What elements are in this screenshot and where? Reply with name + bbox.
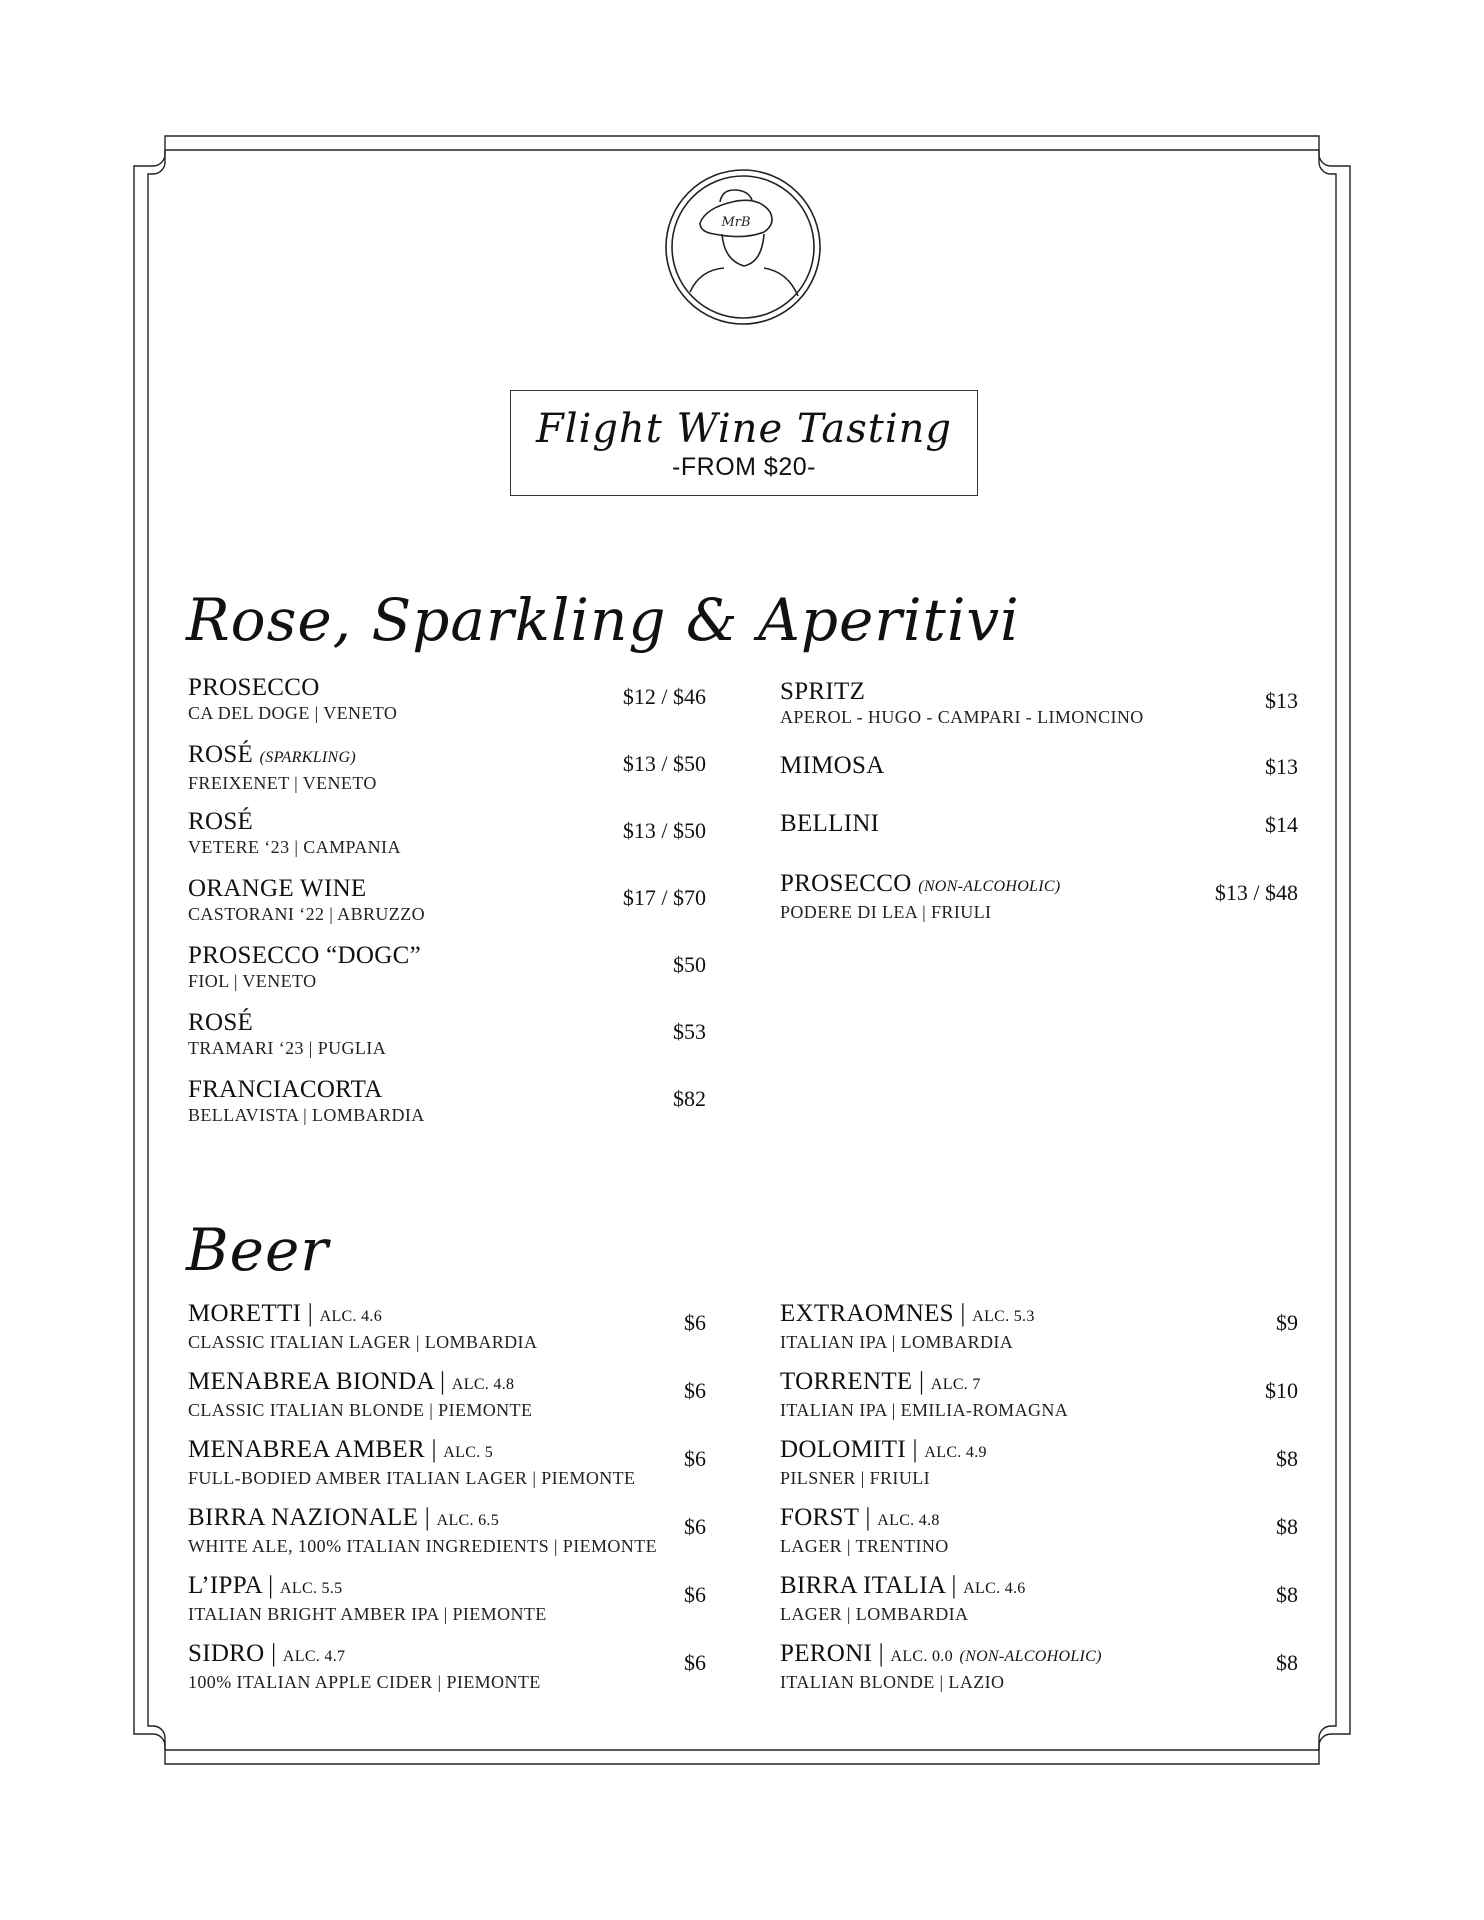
item-details: ITALIAN IPA | LOMBARDIA xyxy=(780,1332,1014,1352)
item-details: PILSNER | FRIULI xyxy=(780,1468,931,1488)
item-name: ROSÉ xyxy=(188,1009,254,1036)
flight-tasting-box xyxy=(510,390,978,496)
menu-item: SIDRO | ALC. 4.7 100% ITALIAN APPLE CIDER | PIEMONTE $6 xyxy=(188,1640,706,1692)
item-details: FIOL | VENETO xyxy=(188,971,317,991)
item-details: FULL-BODIED AMBER ITALIAN LAGER | PIEMONTE xyxy=(188,1468,636,1488)
menu-item: PERONI | ALC. 0.0 (NON-ALCOHOLIC) ITALIAN BLONDE | LAZIO $8 xyxy=(780,1640,1298,1692)
item-name: MORETTI xyxy=(188,1300,302,1327)
item-alcohol: ALC. 5 xyxy=(443,1444,494,1461)
item-name: BELLINI xyxy=(780,810,880,837)
item-name: BIRRA ITALIA xyxy=(780,1572,945,1599)
item-details: TRAMARI ‘23 | PUGLIA xyxy=(188,1038,387,1058)
item-price: $12 / $46 xyxy=(622,684,706,709)
item-price: $6 xyxy=(684,1514,706,1539)
menu-item xyxy=(188,1009,706,1076)
menu-item: BIRRA NAZIONALE | ALC. 6.5 WHITE ALE, 100% ITALIAN INGREDIENTS | PIEMONTE $6 xyxy=(188,1504,706,1556)
flight-tasting-price: -FROM $20- xyxy=(672,453,816,481)
item-name: MENABREA BIONDA xyxy=(188,1368,434,1395)
item-alcohol: ALC. 4.6 xyxy=(963,1580,1026,1597)
beer-section-title: Beer xyxy=(186,1216,329,1284)
item-price: $6 xyxy=(684,1582,706,1607)
item-details: 100% ITALIAN APPLE CIDER | PIEMONTE xyxy=(188,1672,541,1692)
item-details: ITALIAN BLONDE | LAZIO xyxy=(780,1672,1005,1692)
item-name: MIMOSA xyxy=(780,752,885,779)
item-details: CA DEL DOGE | VENETO xyxy=(188,703,398,723)
menu-item: L’IPPA | ALC. 5.5 ITALIAN BRIGHT AMBER IPA | PIEMONTE $6 xyxy=(188,1572,706,1624)
menu-item: MENABREA AMBER | ALC. 5 FULL-BODIED AMBER ITALIAN LAGER | PIEMONTE $6 xyxy=(188,1436,706,1488)
menu-item xyxy=(188,674,706,741)
item-name: ROSÉ xyxy=(188,808,254,835)
menu-item: MORETTI | ALC. 4.6 CLASSIC ITALIAN LAGER | LOMBARDIA $6 xyxy=(188,1300,706,1352)
beer-list-right xyxy=(780,1300,1298,1708)
item-name: ROSÉ xyxy=(188,741,254,768)
item-price: $8 xyxy=(1276,1582,1298,1607)
item-details: LAGER | TRENTINO xyxy=(780,1536,949,1556)
item-price: $13 xyxy=(1265,688,1298,713)
item-price: $9 xyxy=(1276,1310,1298,1335)
item-price: $13 / $48 xyxy=(1214,880,1298,905)
beer-list-left xyxy=(188,1300,706,1708)
menu-item xyxy=(188,875,706,942)
item-name: L’IPPA xyxy=(188,1572,262,1599)
item-price: $13 / $50 xyxy=(622,751,706,776)
item-name: PROSECCO “DOGC” xyxy=(188,942,421,969)
menu-item xyxy=(188,808,706,875)
item-price: $13 / $50 xyxy=(622,818,706,843)
logo-monogram: MrB xyxy=(721,215,751,230)
menu-item: BIRRA ITALIA | ALC. 4.6 LAGER | LOMBARDIA $8 xyxy=(780,1572,1298,1624)
item-price: $14 xyxy=(1265,812,1298,837)
item-name: PERONI xyxy=(780,1640,873,1667)
item-name: FRANCIACORTA xyxy=(188,1076,383,1103)
menu-item xyxy=(188,741,706,808)
item-details: BELLAVISTA | LOMBARDIA xyxy=(188,1105,425,1125)
item-name: MENABREA AMBER xyxy=(188,1436,425,1463)
item-alcohol: ALC. 4.8 xyxy=(877,1512,940,1529)
menu-item: FORST | ALC. 4.8 LAGER | TRENTINO $8 xyxy=(780,1504,1298,1556)
menu-item: DOLOMITI | ALC. 4.9 PILSNER | FRIULI $8 xyxy=(780,1436,1298,1488)
item-price: $6 xyxy=(684,1310,706,1335)
item-price: $53 xyxy=(673,1019,706,1044)
item-price: $50 xyxy=(673,952,706,977)
item-details: CLASSIC ITALIAN BLONDE | PIEMONTE xyxy=(188,1400,533,1420)
flight-tasting-title: Flight Wine Tasting xyxy=(535,406,953,452)
item-details: FREIXENET | VENETO xyxy=(188,773,377,793)
item-price: $6 xyxy=(684,1446,706,1471)
item-alcohol: ALC. 4.7 xyxy=(282,1648,346,1665)
menu-item: EXTRAOMNES | ALC. 5.3 ITALIAN IPA | LOMBARDIA $9 xyxy=(780,1300,1298,1352)
restaurant-logo xyxy=(664,168,822,326)
item-details: CLASSIC ITALIAN LAGER | LOMBARDIA xyxy=(188,1332,538,1352)
wine-list-left xyxy=(188,674,706,1143)
item-name: DOLOMITI xyxy=(780,1436,906,1463)
item-alcohol: ALC. 4.6 xyxy=(319,1308,383,1325)
menu-item: MENABREA BIONDA | ALC. 4.8 CLASSIC ITALIAN BLONDE | PIEMONTE $6 xyxy=(188,1368,706,1420)
item-details: LAGER | LOMBARDIA xyxy=(780,1604,969,1624)
item-details: VETERE ‘23 | CAMPANIA xyxy=(188,837,401,857)
item-details: APEROL - HUGO - CAMPARI - LIMONCINO xyxy=(780,707,1144,727)
item-price: $82 xyxy=(673,1086,706,1111)
item-details: CASTORANI ‘22 | ABRUZZO xyxy=(188,904,425,924)
item-details: ITALIAN IPA | EMILIA-ROMAGNA xyxy=(780,1400,1069,1420)
wine-section-title: Rose, Sparkling & Aperitivi xyxy=(186,586,1020,654)
item-price: $13 xyxy=(1265,754,1298,779)
item-price: $8 xyxy=(1276,1446,1298,1471)
item-name: PROSECCO xyxy=(780,870,912,897)
item-alcohol: ALC. 5.5 xyxy=(280,1580,343,1597)
item-details: WHITE ALE, 100% ITALIAN INGREDIENTS | PIEMONTE xyxy=(188,1536,657,1556)
item-name: ORANGE WINE xyxy=(188,875,367,902)
item-name: PROSECCO xyxy=(188,674,320,701)
item-name: SPRITZ xyxy=(780,678,866,705)
item-price: $6 xyxy=(684,1378,706,1403)
menu-item xyxy=(780,870,1298,937)
item-name: SIDRO xyxy=(188,1640,265,1667)
item-details: ITALIAN BRIGHT AMBER IPA | PIEMONTE xyxy=(188,1604,547,1624)
item-price: $8 xyxy=(1276,1514,1298,1539)
item-note: (NON-ALCOHOLIC) xyxy=(918,878,1061,895)
item-name: EXTRAOMNES xyxy=(780,1300,954,1327)
item-alcohol: ALC. 4.8 xyxy=(451,1376,515,1393)
item-note: (NON-ALCOHOLIC) xyxy=(959,1648,1102,1665)
item-alcohol: ALC. 0.0 xyxy=(890,1648,953,1665)
menu-item: TORRENTE | ALC. 7 ITALIAN IPA | EMILIA-ROMAGNA $10 xyxy=(780,1368,1298,1420)
item-name: BIRRA NAZIONALE xyxy=(188,1504,419,1531)
item-price: $8 xyxy=(1276,1650,1298,1675)
item-name: TORRENTE xyxy=(780,1368,913,1395)
item-price: $10 xyxy=(1265,1378,1298,1403)
menu-item xyxy=(188,1076,706,1143)
menu-item xyxy=(780,678,1298,752)
item-alcohol: ALC. 7 xyxy=(930,1376,981,1393)
item-alcohol: ALC. 5.3 xyxy=(972,1308,1035,1325)
item-price: $6 xyxy=(684,1650,706,1675)
menu-item xyxy=(188,942,706,1009)
item-note: (SPARKLING) xyxy=(259,749,357,766)
item-price: $17 / $70 xyxy=(622,885,706,910)
item-alcohol: ALC. 4.9 xyxy=(924,1444,987,1461)
menu-item xyxy=(780,752,1298,810)
wine-list-right xyxy=(780,678,1298,937)
item-alcohol: ALC. 6.5 xyxy=(436,1512,499,1529)
menu-item xyxy=(780,810,1298,870)
item-details: PODERE DI LEA | FRIULI xyxy=(780,902,992,922)
item-name: FORST xyxy=(780,1504,859,1531)
